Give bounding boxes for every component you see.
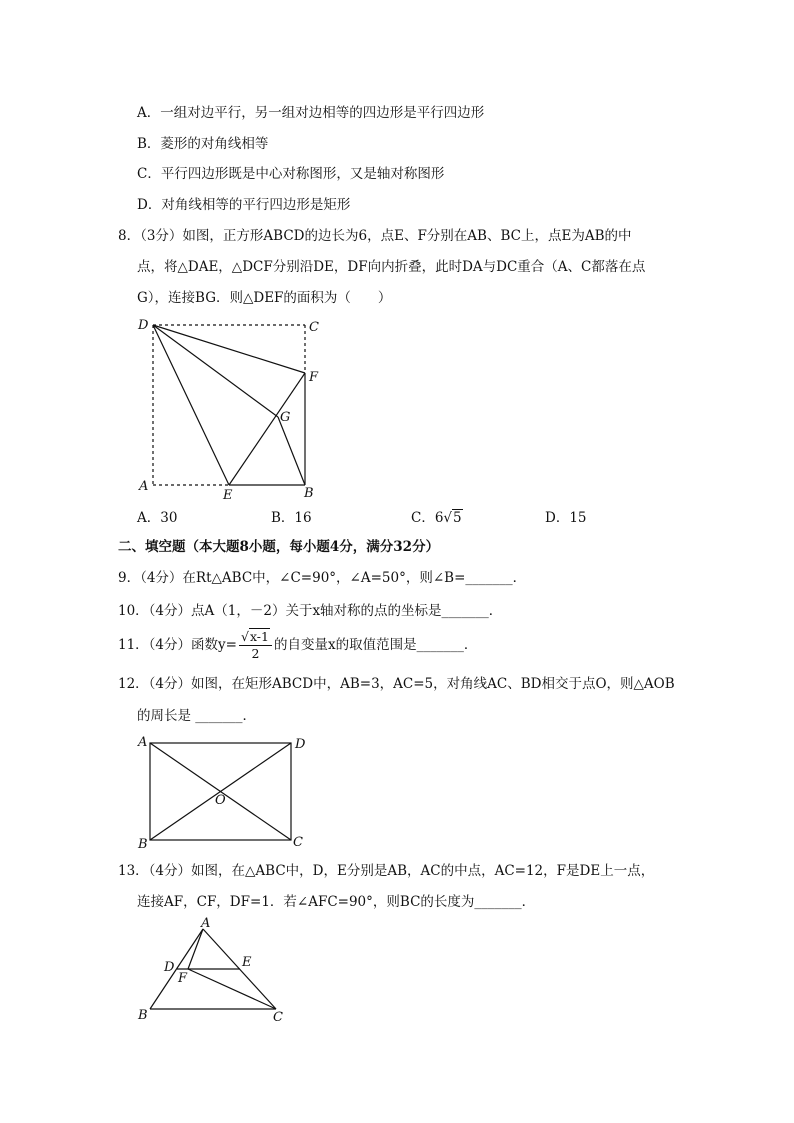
section-header-fill-in: 二、填空题（本大题8小题，每小题4分，满分32分）: [118, 539, 440, 555]
q11-suffix: 的自变量x的取值范围是_______．: [273, 637, 478, 653]
q8-label-f: F: [309, 370, 319, 385]
q12-label-d: D: [295, 737, 306, 752]
q11-prefix: 11．（4分）函数y=: [118, 637, 237, 653]
q8-label-d: D: [138, 318, 149, 333]
q11-denominator: 2: [251, 646, 260, 661]
q12-label-c: C: [293, 835, 303, 850]
q13-label-e: E: [242, 955, 252, 970]
q13-label-a: A: [201, 916, 211, 931]
q7-option-d: D．对角线相等的平行四边形是矩形: [137, 197, 351, 213]
q8-label-g: G: [280, 410, 291, 425]
q13-label-c: C: [273, 1010, 283, 1025]
q7-option-c: C．平行四边形既是中心对称图形，又是轴对称图形: [137, 166, 445, 182]
q8-choice-c: C．6√5: [411, 510, 462, 526]
q13-figure-triangle: [135, 915, 295, 1025]
q7-option-b: B．菱形的对角线相等: [137, 136, 269, 152]
q7-option-a: A．一组对边平行，另一组对边相等的四边形是平行四边形: [137, 105, 485, 121]
q11-text: [118, 628, 477, 662]
q13-text-line2: 连接AF，CF，DF=1．若∠AFC=90°，则BC的长度为_______．: [137, 894, 536, 910]
q12-figure-rectangle: [135, 732, 315, 852]
q8-choice-c-radicand: 5: [453, 510, 462, 526]
q8-text-line3: G），连接BG．则△DEF的面积为（ ）: [137, 290, 392, 306]
q8-figure-square: [135, 315, 335, 505]
q8-choice-a: A．30: [137, 510, 178, 526]
q8-text-line2: 点，将△DAE，△DCF分别沿DE，DF向内折叠，此时DA与DC重合（A、C都落在点: [137, 259, 646, 275]
q8-label-b: B: [304, 486, 314, 501]
q12-label-o: O: [215, 793, 226, 808]
q8-choice-b: B．16: [271, 510, 312, 526]
q13-text-line1: 13．（4分）如图，在△ABC中，D，E分别是AB，AC的中点，AC=12，F是DE上一点，: [118, 863, 655, 879]
q9-text: 9．（4分）在Rt△ABC中，∠C=90°，∠A=50°，则∠B=_______．: [118, 570, 527, 586]
q13-label-d: D: [164, 960, 175, 975]
q8-text-line1: 8．（3分）如图，正方形ABCD的边长为6，点E、F分别在AB、BC上，点E为AB的中: [118, 228, 632, 244]
q8-choice-d: D．15: [545, 510, 587, 526]
q8-label-c: C: [309, 320, 319, 335]
q11-radicand: x-1: [249, 629, 269, 644]
q10-text: 10．（4分）点A（1，－2）关于x轴对称的点的坐标是_______．: [118, 603, 503, 619]
q12-text-line1: 12．（4分）如图，在矩形ABCD中，AB=3，AC=5，对角线AC、BD相交于点O，则△AOB: [118, 676, 675, 692]
q13-label-b: B: [138, 1008, 148, 1023]
q12-text-line2: 的周长是 _______．: [137, 708, 257, 724]
q11-fraction: $\frac{√x-1}{2}$: [239, 629, 272, 662]
q8-label-a: A: [139, 479, 149, 494]
q8-label-e: E: [223, 488, 233, 503]
q8-choice-c-prefix: C．6: [411, 510, 444, 526]
q12-label-a: A: [138, 735, 148, 750]
q13-label-f: F: [178, 971, 188, 986]
q12-label-b: B: [138, 837, 148, 852]
